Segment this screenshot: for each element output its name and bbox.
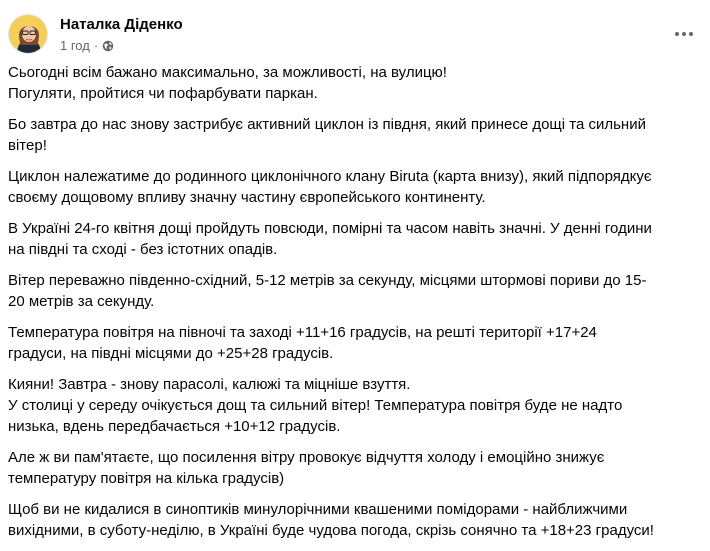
post-body [8,62,702,551]
post-paragraph-3: Циклон належатиме до родинного циклонічного клану Biruta (карта внизу), який підпорядкує своєму дощовому впливу значну частину європейського континенту. [8,168,652,206]
avatar-portrait-icon [9,15,48,54]
more-options-button[interactable] [670,22,698,46]
post-paragraph-2: Бо завтра до нас знову застрибує активний циклон із півдня, який принесе дощі та сильний вітер! [8,116,646,154]
post-paragraph-5: Вітер переважно південно-східний, 5-12 метрів за секунду, місцями штормові пориви до 15- 20 метрів за секунду. [8,272,647,310]
post-paragraph-1: Сьогодні всім бажано максимально, за можливості, на вулицю! Погуляти, пройтися чи пофарбувати паркан. [8,64,447,102]
post-header [8,10,702,60]
post-paragraph-8: Але ж ви пам'ятаєте, що посилення вітру провокує відчуття холоду і емоційно знижує температуру повітря на кілька градусів) [8,449,605,487]
post-paragraph-6: Температура повітря на півночі та заході +11+16 градусів, на решті території +17+24 градуси, на півдні місцями до +25+28 градусів. [8,324,597,362]
post-paragraph-9: Щоб ви не кидалися в синоптиків минулорічними квашеними помідорами - найближчими вихідними, в суботу-неділю, в Україні буде чудова погода, скрізь сонячно та +18+23 градуси! [8,501,654,539]
post-paragraph-4: В Україні 24-го квітня дощі пройдуть повсюди, помірні та часом навіть значні. У денні години на півдні та сході - без істотних опадів. [8,220,652,258]
meta-separator: · [93,38,99,53]
author-name[interactable]: Наталка Діденко [60,16,183,33]
post-paragraph-7: Кияни! Завтра - знову парасолі, калюжі та міцніше взуття. У столиці у середу очікується дощ та сильний вітер! Температура повітря буде не надто низька, вдень передбачається +10+12 градусів. [8,376,623,435]
post-meta [60,38,114,54]
post-time[interactable]: 1 год [60,38,90,53]
author-avatar[interactable] [8,14,48,54]
more-horizontal-icon [675,32,693,36]
globe-icon[interactable] [102,40,114,52]
